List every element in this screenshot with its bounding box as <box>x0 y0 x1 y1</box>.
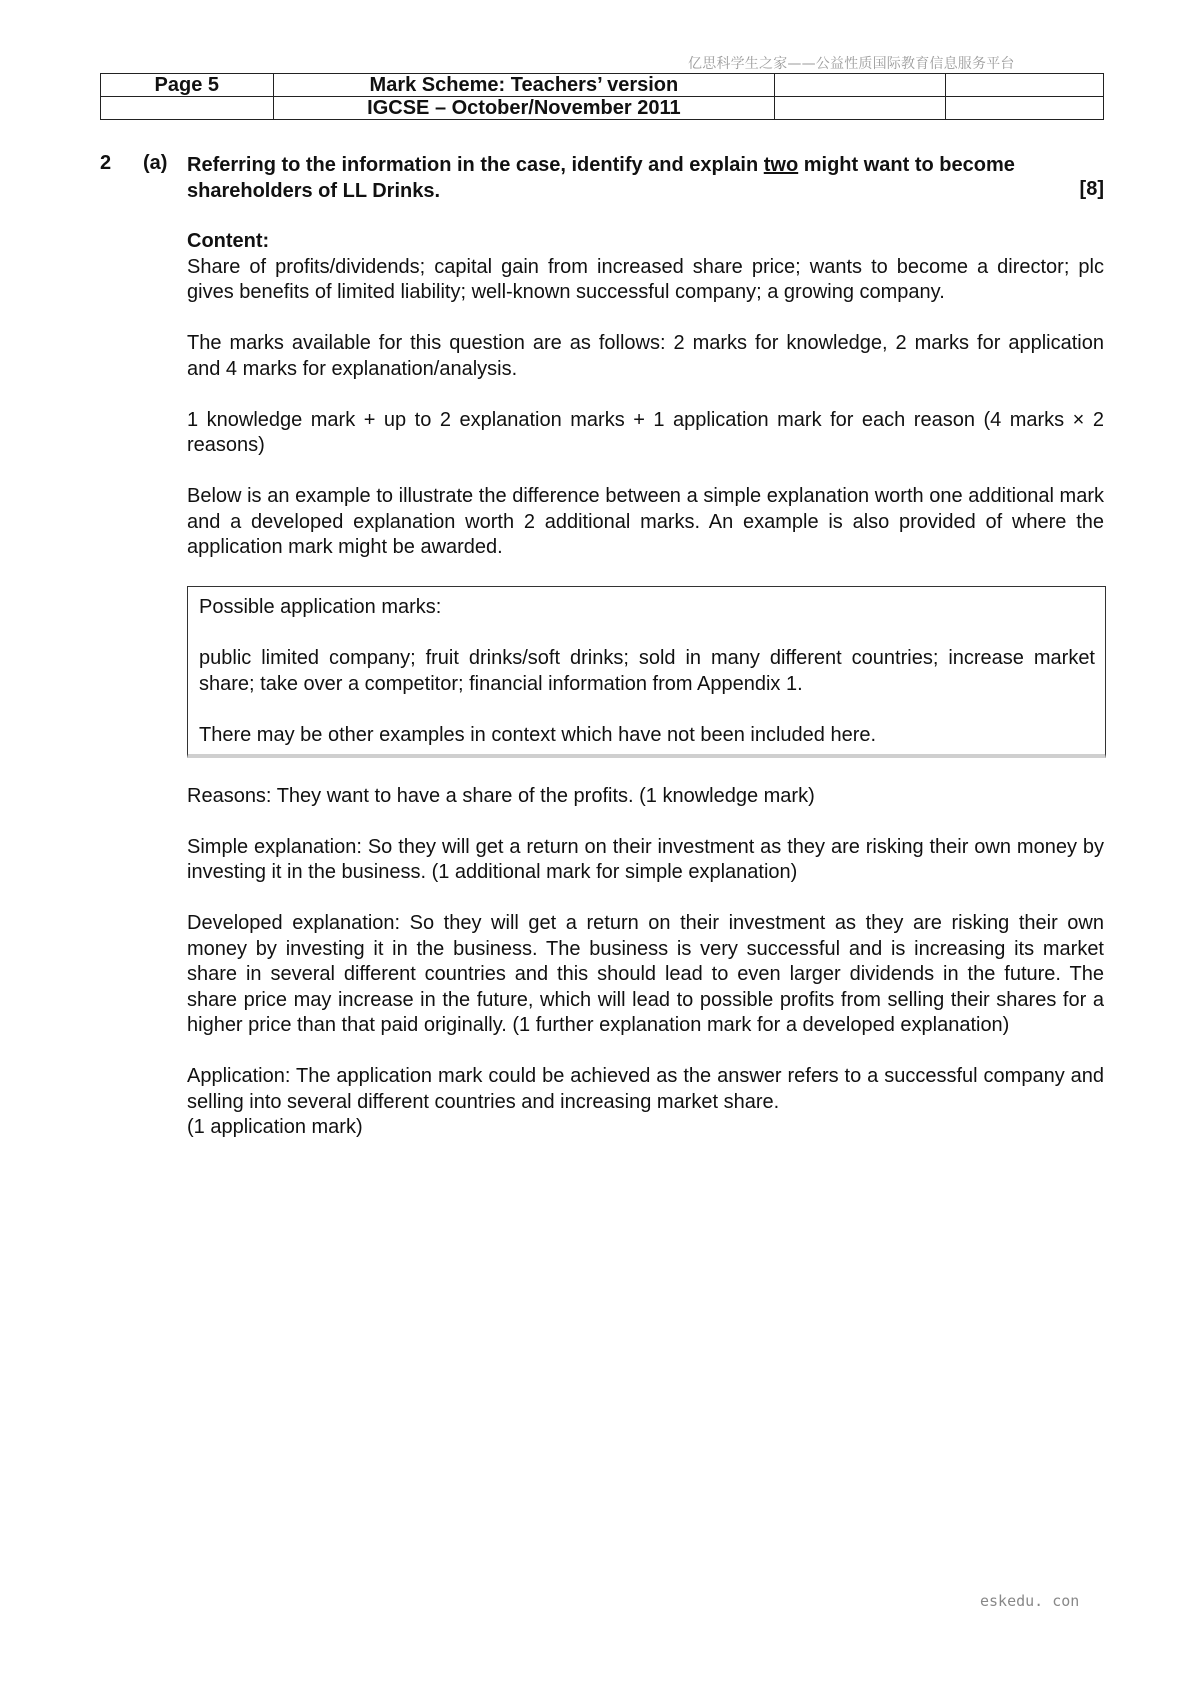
application-paragraph: Application: The application mark could be achieved as the answer refers to a successful company and selling into several different countries and increasing market share. <box>187 1065 1104 1113</box>
exam-session: IGCSE – October/November 2011 <box>273 97 775 120</box>
page-label: Page 5 <box>101 74 274 97</box>
mark-scheme-title: Mark Scheme: Teachers’ version <box>273 74 775 97</box>
question-marks: [8] <box>1079 178 1104 200</box>
header-empty-cell <box>945 97 1103 120</box>
application-mark-note: (1 application mark) <box>187 1116 363 1138</box>
question-text <box>187 152 1104 204</box>
application-box-heading: Possible application marks: <box>199 596 442 618</box>
content-heading: Content: <box>187 230 270 252</box>
developed-explanation-paragraph: Developed explanation: So they will get a return on their investment as they are risking their own money by investing it in the business. The business is very successful and is increasing its market share in several different countries and this should lead to even larger dividends in the future. The share price may increase in the future, which will lead to possible profits from selling their shares for a higher price than that paid originally. (1 further explanation mark for a developed explanation) <box>187 912 1104 1036</box>
watermark-top: 亿思科学生之家——公益性质国际教育信息服务平台 <box>688 56 1015 72</box>
watermark-bottom: eskedu. con <box>980 1592 1080 1610</box>
content-paragraph: Share of profits/dividends; capital gain from increased share price; wants to become a director; plc gives benefits of limited liability; well-known successful company; a growing company. <box>187 255 1104 303</box>
application-box-note: There may be other examples in context which have not been included here. <box>199 723 877 746</box>
header-row-2 <box>101 97 1104 120</box>
question-number: 2 <box>100 152 112 174</box>
question-text-before: Referring to the information in the case, identify and explain <box>187 154 764 176</box>
header-table <box>100 73 1104 120</box>
simple-explanation-paragraph: Simple explanation: So they will get a return on their investment as they are risking their own money by investing it in the business. (1 additional mark for simple explanation) <box>187 835 1104 883</box>
application-box-list: public limited company; fruit drinks/soft drinks; sold in many different countries; increase market share; take over a competitor; financial information from Appendix 1. <box>199 647 1095 695</box>
marks-available-paragraph: The marks available for this question are as follows: 2 marks for knowledge, 2 marks for application and 4 marks for explanation/analysis. <box>187 332 1104 380</box>
header-empty-cell <box>775 97 945 120</box>
mark-breakdown-paragraph: 1 knowledge mark + up to 2 explanation marks + 1 application mark for each reason (4 marks × 2 reasons) <box>187 408 1104 456</box>
reasons-paragraph: Reasons: They want to have a share of the profits. (1 knowledge mark) <box>187 784 815 807</box>
question-part: (a) <box>143 152 168 174</box>
application-marks-box <box>187 586 1106 758</box>
question-text-underlined: two <box>763 154 799 176</box>
question-text-after: might want to become shareholders of LL Drinks. <box>187 154 1015 202</box>
header-empty-cell <box>101 97 274 120</box>
example-intro-paragraph: Below is an example to illustrate the difference between a simple explanation worth one additional mark and a developed explanation worth 2 additional marks. An example is also provided of where the application mark might be awarded. <box>187 485 1104 558</box>
header-empty-cell <box>945 74 1103 97</box>
answer-body <box>187 229 1104 1141</box>
header-empty-cell <box>775 74 945 97</box>
header-row-1 <box>101 74 1104 97</box>
